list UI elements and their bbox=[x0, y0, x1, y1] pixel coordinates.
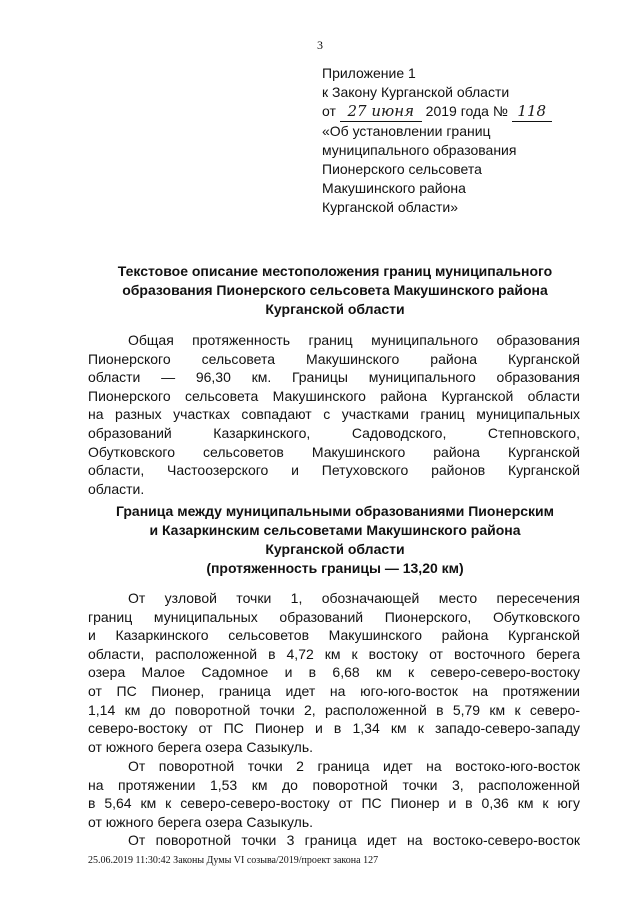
document-footer: 25.06.2019 11:30:42 Законы Думы VI созыва/2019/проект закона 127 bbox=[88, 855, 379, 866]
text-line: 1,14 км до поворотной точки 2, расположенной в 5,79 км к северо- bbox=[88, 701, 580, 718]
text-line: области, Частоозерского и Петуховского районов Курганской bbox=[88, 462, 580, 479]
text-line: Обутковского сельсоветов Макушинского района Курганской bbox=[88, 443, 580, 460]
text-line: От поворотной точки 2 граница идет на востоко-юго-восток bbox=[128, 758, 580, 774]
page-number: 3 bbox=[317, 38, 323, 52]
section-heading-main bbox=[70, 262, 600, 319]
text-line: и Казаркинского сельсоветов Макушинского района Курганской bbox=[88, 627, 580, 644]
appendix-block bbox=[322, 64, 622, 217]
appendix-law-title-5: Курганской области» bbox=[322, 199, 459, 215]
handwritten-date: 27 июня bbox=[340, 102, 422, 122]
text-line: области. bbox=[88, 480, 145, 497]
text-line: Пионерского сельсовета Макушинского района Курганской области bbox=[88, 387, 580, 404]
heading-line: Граница между муниципальными образованиями Пионерским bbox=[115, 503, 555, 519]
appendix-year-label: 2019 года № bbox=[425, 103, 508, 119]
text-line: области — 96,30 км. Границы муниципального образования bbox=[88, 369, 580, 386]
text-line: границ муниципальных образований Пионерского, Обутковского bbox=[88, 608, 580, 625]
intro-paragraph bbox=[88, 331, 580, 498]
boundary-paragraph-3 bbox=[88, 831, 580, 850]
heading-line: Текстовое описание местоположения границ муниципального bbox=[117, 263, 553, 279]
text-line: от ПС Пионер, граница идет на юго-юго-восток на протяжении bbox=[88, 682, 580, 699]
text-line: области, расположенной в 4,72 км к востоку от восточного берега bbox=[88, 645, 580, 662]
appendix-from-label: от bbox=[322, 103, 336, 119]
text-line: от южного берега озера Сазыкуль. bbox=[88, 813, 314, 830]
boundary-paragraph-2 bbox=[88, 757, 580, 831]
appendix-law-title-4: Макушинского района bbox=[322, 180, 466, 196]
text-line: озера Малое Садомное и в 6,68 км к северо-северо-востоку bbox=[88, 664, 580, 681]
heading-line: и Казаркинским сельсоветами Макушинского района bbox=[149, 522, 521, 538]
text-line: От узловой точки 1, обозначающей место пересечения bbox=[128, 590, 580, 606]
appendix-law-title-1: «Об установлении границ bbox=[322, 123, 491, 139]
text-line: образований Казаркинского, Садоводского, Степновского, bbox=[88, 424, 580, 441]
heading-line: Курганской области bbox=[265, 541, 405, 557]
appendix-law-title-3: Пионерского сельсовета bbox=[322, 161, 482, 177]
heading-line: образования Пионерского сельсовета Макушинского района bbox=[122, 282, 548, 298]
appendix-law-title-2: муниципального образования bbox=[322, 142, 517, 158]
boundary-paragraph-1 bbox=[88, 589, 580, 756]
appendix-title: Приложение 1 bbox=[322, 65, 416, 81]
text-line: в 5,64 км к северо-северо-востоку от ПС Пионер и в 0,36 км к югу bbox=[88, 795, 580, 812]
text-line: на разных участках совпадают с участками границ муниципальных bbox=[88, 406, 580, 423]
handwritten-number: 118 bbox=[512, 102, 552, 122]
text-line: Общая протяженность границ муниципального образования bbox=[128, 332, 580, 348]
section-heading-boundary bbox=[70, 502, 600, 578]
heading-line: Курганской области bbox=[265, 301, 405, 317]
heading-line: (протяженность границы — 13,20 км) bbox=[206, 560, 464, 576]
appendix-date-line bbox=[322, 102, 622, 122]
text-line: Пионерского сельсовета Макушинского района Курганской bbox=[88, 350, 580, 367]
text-line: от южного берега озера Сазыкуль. bbox=[88, 738, 314, 755]
text-line: От поворотной точки 3 граница идет на востоко-северо-восток bbox=[128, 832, 580, 848]
text-line: северо-востоку от ПС Пионер и в 1,34 км к западо-северо-западу bbox=[88, 720, 580, 737]
appendix-law-ref: к Закону Курганской области bbox=[322, 84, 510, 100]
text-line: на протяжении 1,53 км до поворотной точки 3, расположенной bbox=[88, 776, 580, 793]
